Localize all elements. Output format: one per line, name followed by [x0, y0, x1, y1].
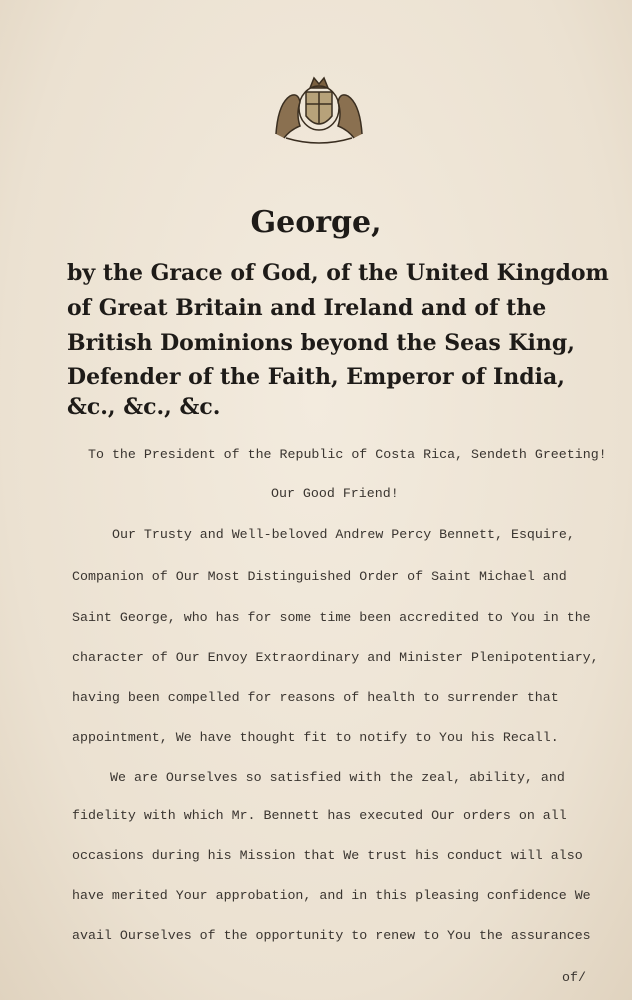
- royal-style-line: Defender of the Faith, Emperor of India,: [67, 364, 565, 390]
- body-line: occasions during his Mission that We trust his conduct will also: [72, 848, 583, 863]
- body-line: fidelity with which Mr. Bennett has executed Our orders on all: [72, 808, 567, 823]
- body-line: have merited Your approbation, and in this pleasing confidence We: [72, 888, 591, 903]
- royal-style-line: British Dominions beyond the Seas King,: [67, 330, 575, 356]
- royal-crest-icon: [266, 74, 372, 148]
- body-line: appointment, We have thought fit to notify to You his Recall.: [72, 730, 559, 745]
- body-line: avail Ourselves of the opportunity to renew to You the assurances: [72, 928, 591, 943]
- body-line: Companion of Our Most Distinguished Order of Saint Michael and: [72, 569, 567, 584]
- address-line: To the President of the Republic of Costa Rica, Sendeth Greeting!: [88, 447, 607, 462]
- royal-style-line: &c., &c., &c.: [67, 394, 221, 420]
- body-line: Our Trusty and Well-beloved Andrew Percy Bennett, Esquire,: [112, 527, 575, 542]
- royal-style-line: of Great Britain and Ireland and of the: [67, 295, 547, 321]
- body-line: having been compelled for reasons of health to surrender that: [72, 690, 559, 705]
- catchword: of/: [562, 970, 586, 985]
- sovereign-name: George,: [250, 205, 382, 240]
- body-line: Saint George, who has for some time been accredited to You in the: [72, 610, 591, 625]
- salutation: Our Good Friend!: [271, 486, 399, 501]
- royal-style-line: by the Grace of God, of the United Kingdom: [67, 260, 609, 286]
- body-line: We are Ourselves so satisfied with the zeal, ability, and: [110, 770, 565, 785]
- body-line: character of Our Envoy Extraordinary and Minister Plenipotentiary,: [72, 650, 599, 665]
